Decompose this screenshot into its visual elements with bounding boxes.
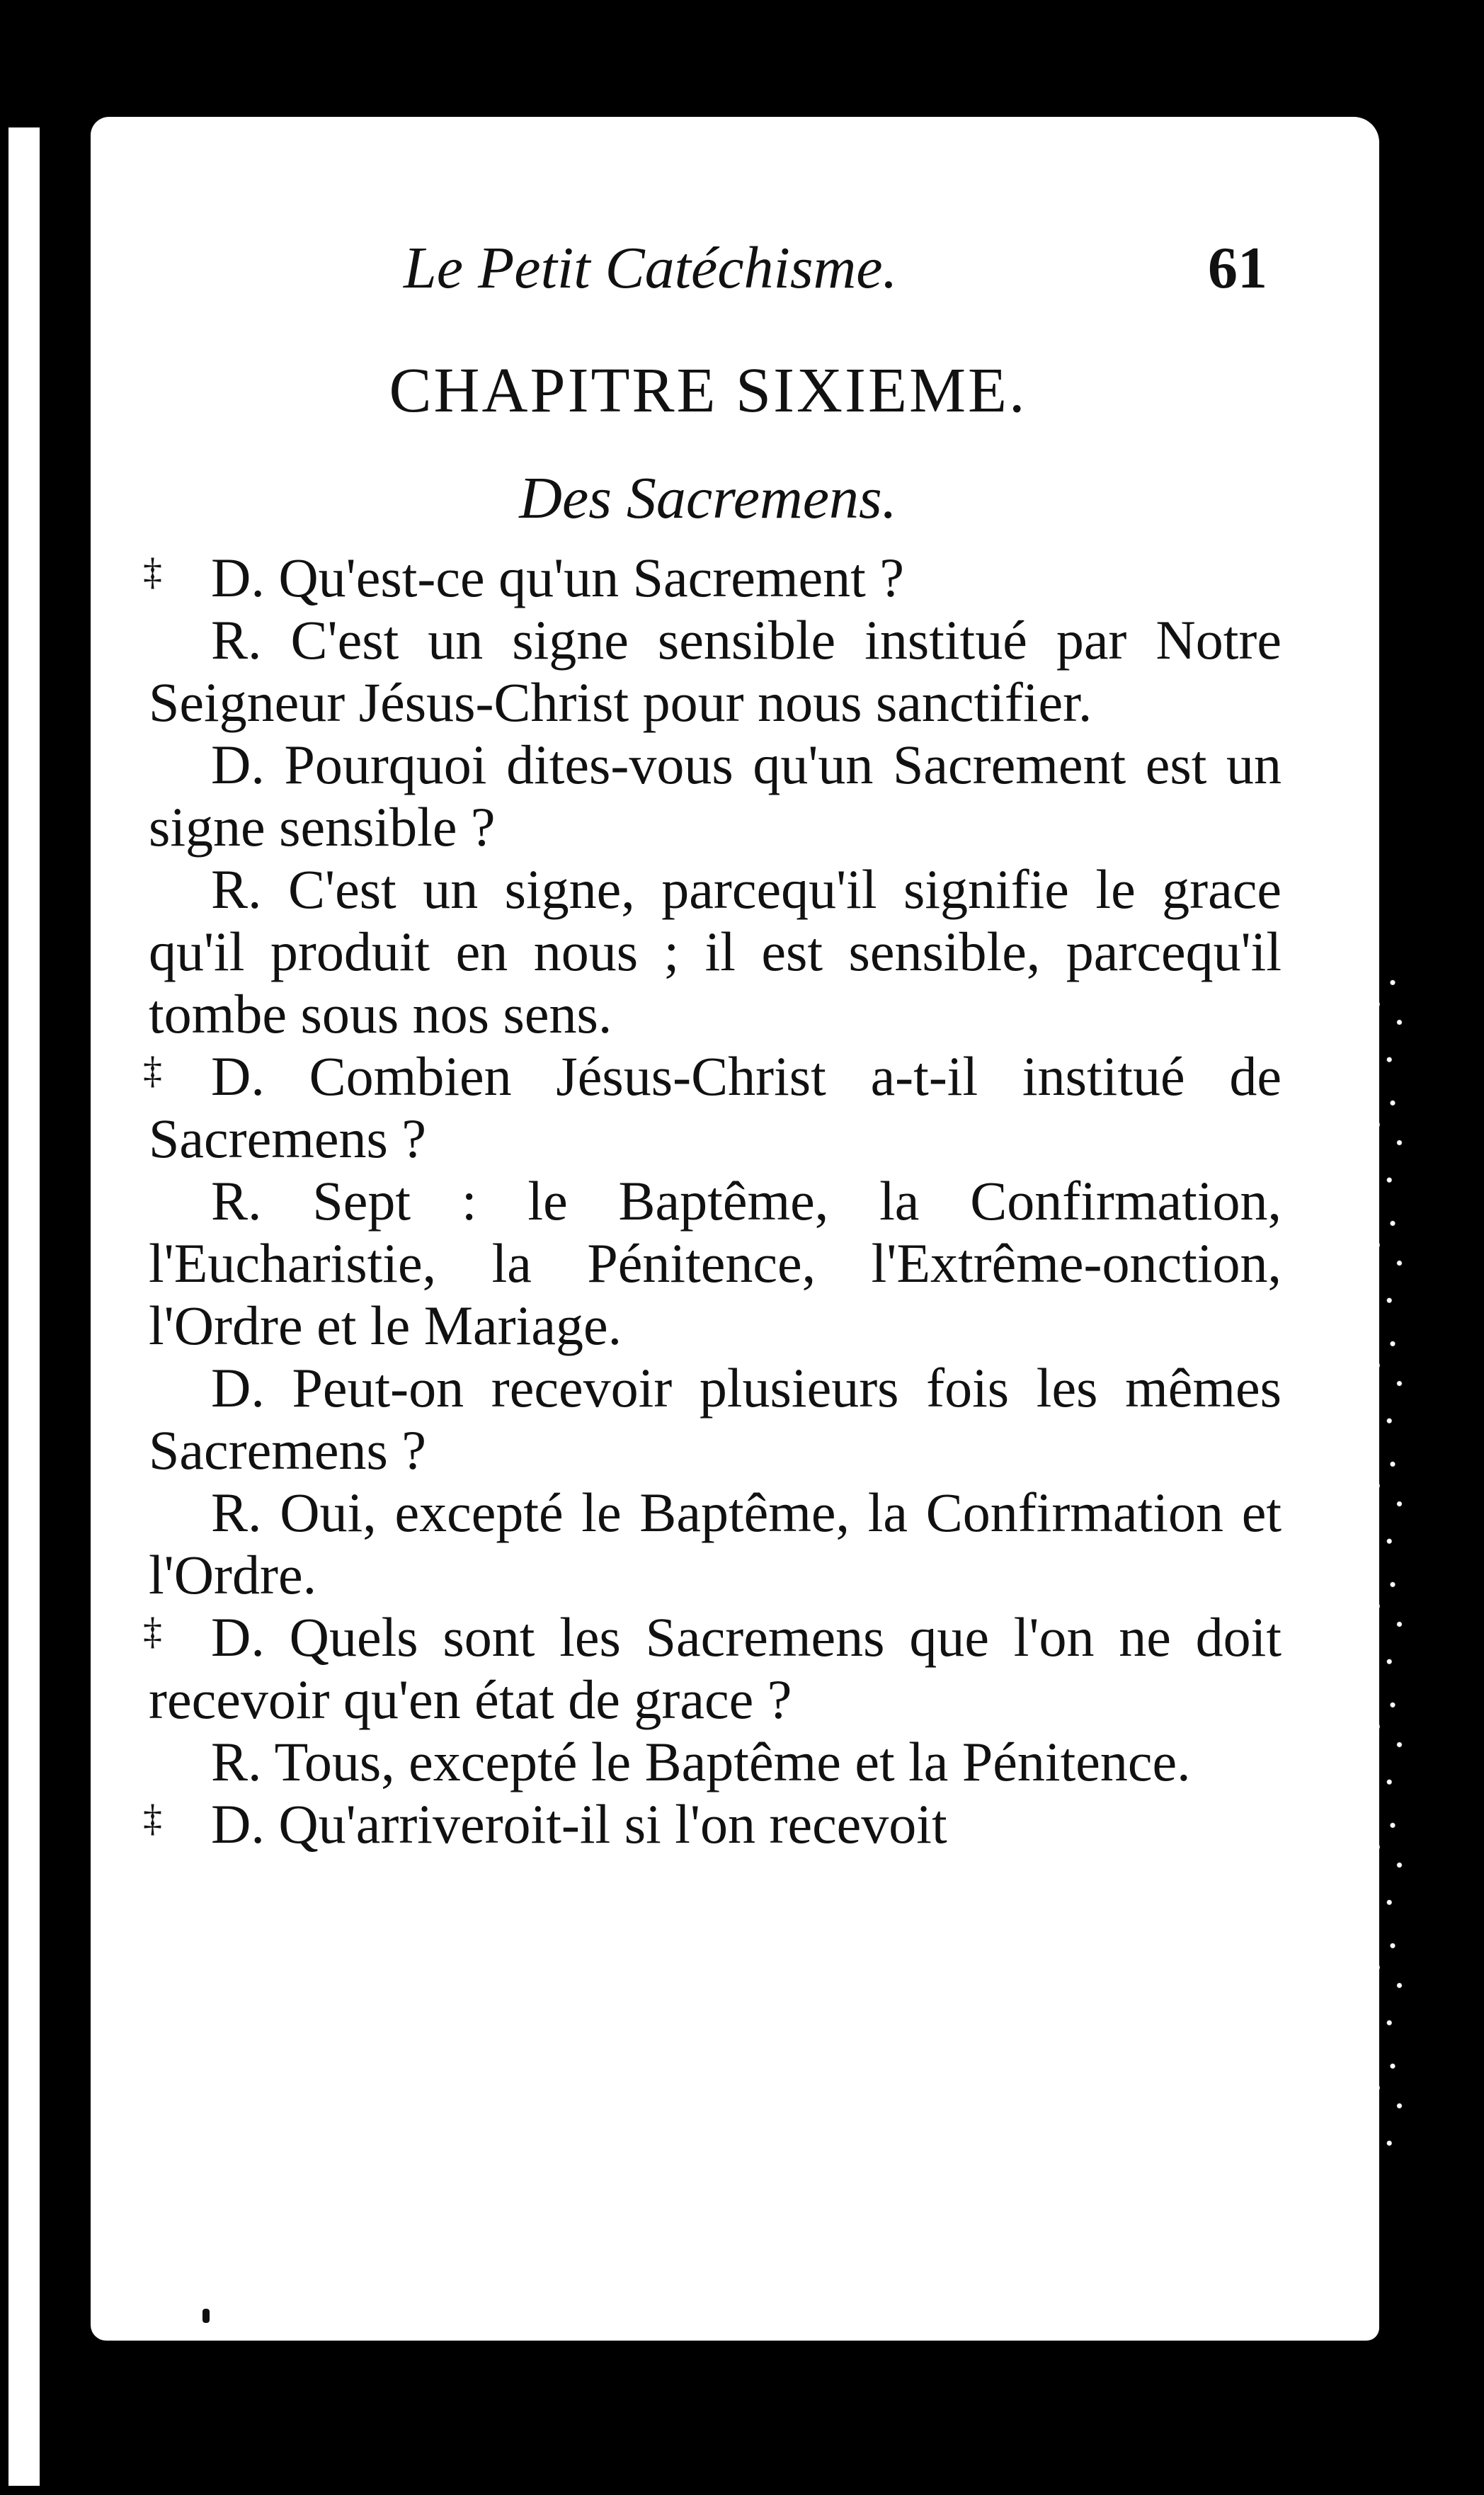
question-1 (143, 547, 1282, 609)
answer-tag: R. (211, 1170, 262, 1232)
question-1-text (149, 547, 1282, 609)
question-2 (149, 734, 1282, 858)
chapter-subtitle: Des Sacremens. (519, 465, 897, 531)
answer-tag: R. (211, 1731, 262, 1792)
question-3 (143, 1045, 1282, 1170)
answer-3 (149, 1170, 1282, 1357)
page-number: 61 (1208, 235, 1267, 301)
page-edge-speckles (1352, 956, 1420, 2160)
question-4 (149, 1357, 1282, 1482)
answer-text: C'est un signe, parcequ'il signifie le grace qu'il produit en nous ; il est sensible, parcequ'il tombe sous nos sens. (149, 858, 1282, 1045)
page-header (149, 234, 1267, 312)
dagger-marker: ‡ (143, 1610, 162, 1652)
question-tag: D. (211, 1045, 265, 1107)
question-6-text (149, 1793, 1282, 1855)
question-text: Pourquoi dites-vous qu'un Sacrement est un signe sensible ? (149, 734, 1282, 858)
answer-5-text (149, 1731, 1282, 1793)
answer-5 (149, 1731, 1282, 1793)
question-3-text (149, 1045, 1282, 1170)
question-text: Combien Jésus-Christ a-t-il institué de Sacremens ? (149, 1045, 1282, 1169)
answer-tag: R. (211, 609, 262, 671)
question-text: Peut-on recevoir plusieurs fois les mêmes Sacremens ? (149, 1357, 1282, 1481)
answer-tag: R. (211, 1482, 262, 1543)
answer-3-text (149, 1170, 1282, 1357)
chapter-title: CHAPITRE SIXIEME. (389, 356, 1027, 426)
answer-text: Tous, excepté le Baptême et la Pénitence. (274, 1731, 1191, 1792)
answer-2 (149, 858, 1282, 1045)
answer-text: Sept : le Baptême, la Confirmation, l'Eucharistie, la Pénitence, l'Extrême-onction, l'Ordre et le Mariage. (149, 1170, 1282, 1356)
question-4-text (149, 1357, 1282, 1482)
answer-text: Oui, excepté le Baptême, la Confirmation et l'Ordre. (149, 1482, 1282, 1605)
question-2-text (149, 734, 1282, 858)
question-text: Qu'est-ce qu'un Sacrement ? (278, 547, 904, 608)
answer-1-text (149, 609, 1282, 734)
answer-4 (149, 1482, 1282, 1606)
answer-text: C'est un signe sensible institué par Notre Seigneur Jésus-Christ pour nous sanctifier. (149, 609, 1282, 733)
question-5 (143, 1606, 1282, 1731)
question-text: Quels sont les Sacremens que l'on ne doit recevoir qu'en état de grace ? (149, 1606, 1282, 1730)
dagger-marker: ‡ (143, 550, 162, 593)
answer-tag: R. (211, 858, 262, 920)
question-tag: D. (211, 734, 265, 795)
ink-mark (202, 2309, 210, 2323)
dagger-marker: ‡ (143, 1797, 162, 1839)
left-page-edge (8, 127, 40, 2486)
running-head: Le Petit Catéchisme. (404, 235, 898, 301)
question-tag: D. (211, 1606, 265, 1668)
question-text: Qu'arriveroit-il si l'on recevoit (278, 1793, 947, 1855)
question-tag: D. (211, 1793, 265, 1855)
dagger-marker: ‡ (143, 1049, 162, 1091)
question-6 (143, 1793, 1282, 1855)
question-tag: D. (211, 547, 265, 608)
answer-2-text (149, 858, 1282, 1045)
question-5-text (149, 1606, 1282, 1731)
answer-1 (149, 609, 1282, 734)
catechism-body (143, 547, 1282, 1855)
question-tag: D. (211, 1357, 265, 1419)
answer-4-text (149, 1482, 1282, 1606)
